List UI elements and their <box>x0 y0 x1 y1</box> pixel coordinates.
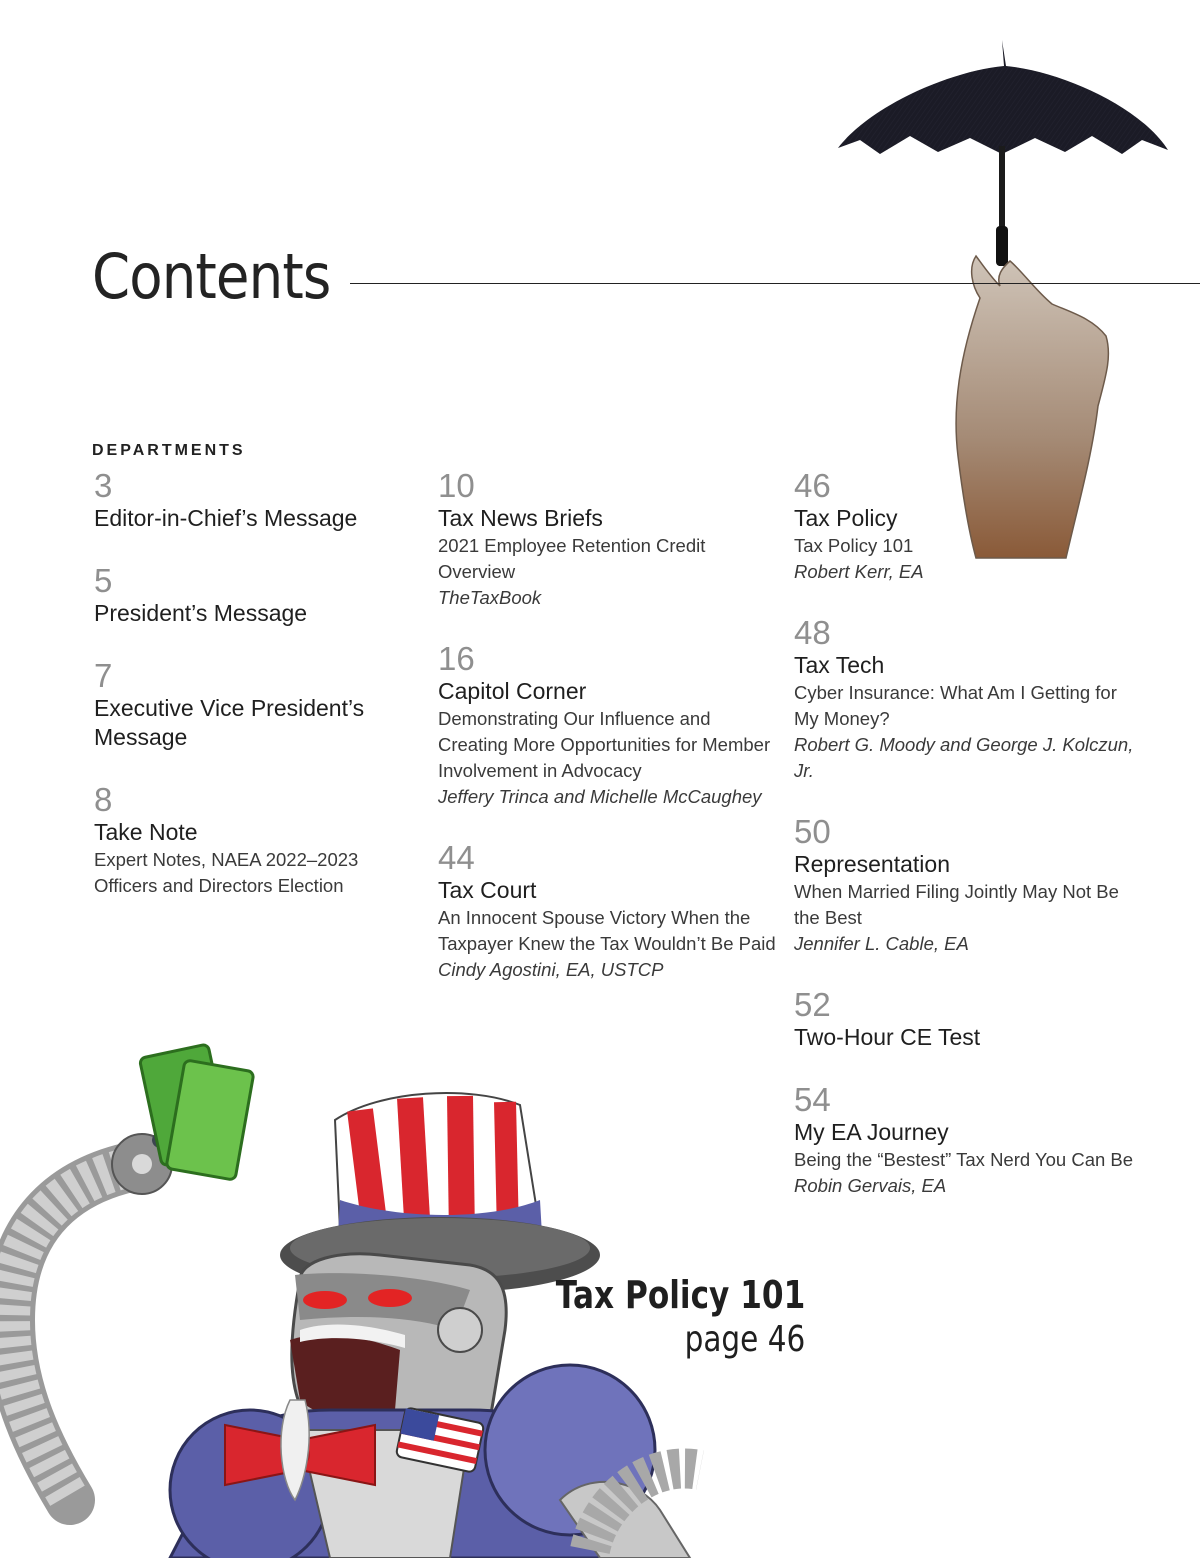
feature-callout-page: page 46 <box>684 1319 805 1360</box>
entry-author: Jeffery Trinca and Michelle McCaughey <box>438 786 762 807</box>
toc-entry[interactable] <box>794 615 1139 784</box>
entry-page-number: 52 <box>794 986 831 1023</box>
entry-page-number: 5 <box>94 562 113 599</box>
toc-entry[interactable] <box>438 840 783 983</box>
entry-title: Tax Tech <box>794 652 885 678</box>
feature-callout[interactable] <box>501 1272 805 1362</box>
entry-title: Executive Vice President’s Message <box>94 695 365 750</box>
entry-title: Tax Court <box>438 877 537 903</box>
umbrella-canopy <box>838 40 1168 154</box>
entry-subtitle: When Married Filing Jointly May Not Be the Best <box>794 881 1119 928</box>
entry-title: Editor-in-Chief’s Message <box>94 505 358 531</box>
entry-subtitle: An Innocent Spouse Victory When the Taxpayer Knew the Tax Wouldn’t Be Paid <box>438 907 776 954</box>
entry-page-number: 50 <box>794 813 831 850</box>
entry-author: Robert Kerr, EA <box>794 561 924 582</box>
entry-subtitle: Tax Policy 101 <box>794 535 914 556</box>
toc-entry[interactable] <box>794 1082 1139 1199</box>
entry-page-number: 3 <box>94 467 113 504</box>
entry-author: Jennifer L. Cable, EA <box>794 933 969 954</box>
entry-page-number: 44 <box>438 839 475 876</box>
entry-title: Tax Policy <box>794 505 898 531</box>
title-divider <box>350 283 1200 284</box>
page-title: Contents <box>92 240 331 313</box>
entry-subtitle: Demonstrating Our Influence and Creating More Opportunities for Member Involvement in Advocacy <box>438 708 771 781</box>
toc-entry[interactable] <box>794 814 1139 957</box>
contents-column-2 <box>438 468 783 1013</box>
entry-page-number: 8 <box>94 781 113 818</box>
section-label-departments: DEPARTMENTS <box>92 442 246 459</box>
entry-title: Tax News Briefs <box>438 505 603 531</box>
feature-callout-title: Tax Policy 101 <box>555 1273 805 1317</box>
contents-column-3 <box>794 468 1139 1229</box>
toc-entry[interactable] <box>94 563 414 628</box>
toc-entry[interactable] <box>94 468 414 533</box>
entry-author: Robin Gervais, EA <box>794 1175 947 1196</box>
toc-entry[interactable] <box>94 658 414 752</box>
entry-page-number: 46 <box>794 467 831 504</box>
entry-page-number: 48 <box>794 614 831 651</box>
entry-author: TheTaxBook <box>438 587 542 608</box>
entry-title: Take Note <box>94 819 198 845</box>
entry-title: President’s Message <box>94 600 308 626</box>
entry-page-number: 7 <box>94 657 113 694</box>
contents-column-1 <box>94 468 414 929</box>
toc-entry[interactable] <box>438 641 783 810</box>
entry-title: Two-Hour CE Test <box>794 1024 981 1050</box>
entry-page-number: 10 <box>438 467 475 504</box>
entry-subtitle: Cyber Insurance: What Am I Getting for My Money? <box>794 682 1117 729</box>
entry-title: Capitol Corner <box>438 678 587 704</box>
entry-author: Cindy Agostini, EA, USTCP <box>438 959 664 980</box>
toc-entry[interactable] <box>794 468 1139 585</box>
entry-subtitle: Expert Notes, NAEA 2022–2023 Officers and Directors Election <box>94 849 359 896</box>
entry-author: Robert G. Moody and George J. Kolczun, Jr. <box>794 734 1134 781</box>
toc-entry[interactable] <box>438 468 783 611</box>
entry-page-number: 54 <box>794 1081 831 1118</box>
entry-subtitle: Being the “Bestest” Tax Nerd You Can Be <box>794 1149 1134 1170</box>
entry-subtitle: 2021 Employee Retention Credit Overview <box>438 535 706 582</box>
toc-entry[interactable] <box>94 782 414 899</box>
entry-page-number: 16 <box>438 640 475 677</box>
entry-title: My EA Journey <box>794 1119 949 1145</box>
umbrella-handle <box>996 226 1008 266</box>
toc-entry[interactable] <box>794 987 1139 1052</box>
entry-title: Representation <box>794 851 950 877</box>
